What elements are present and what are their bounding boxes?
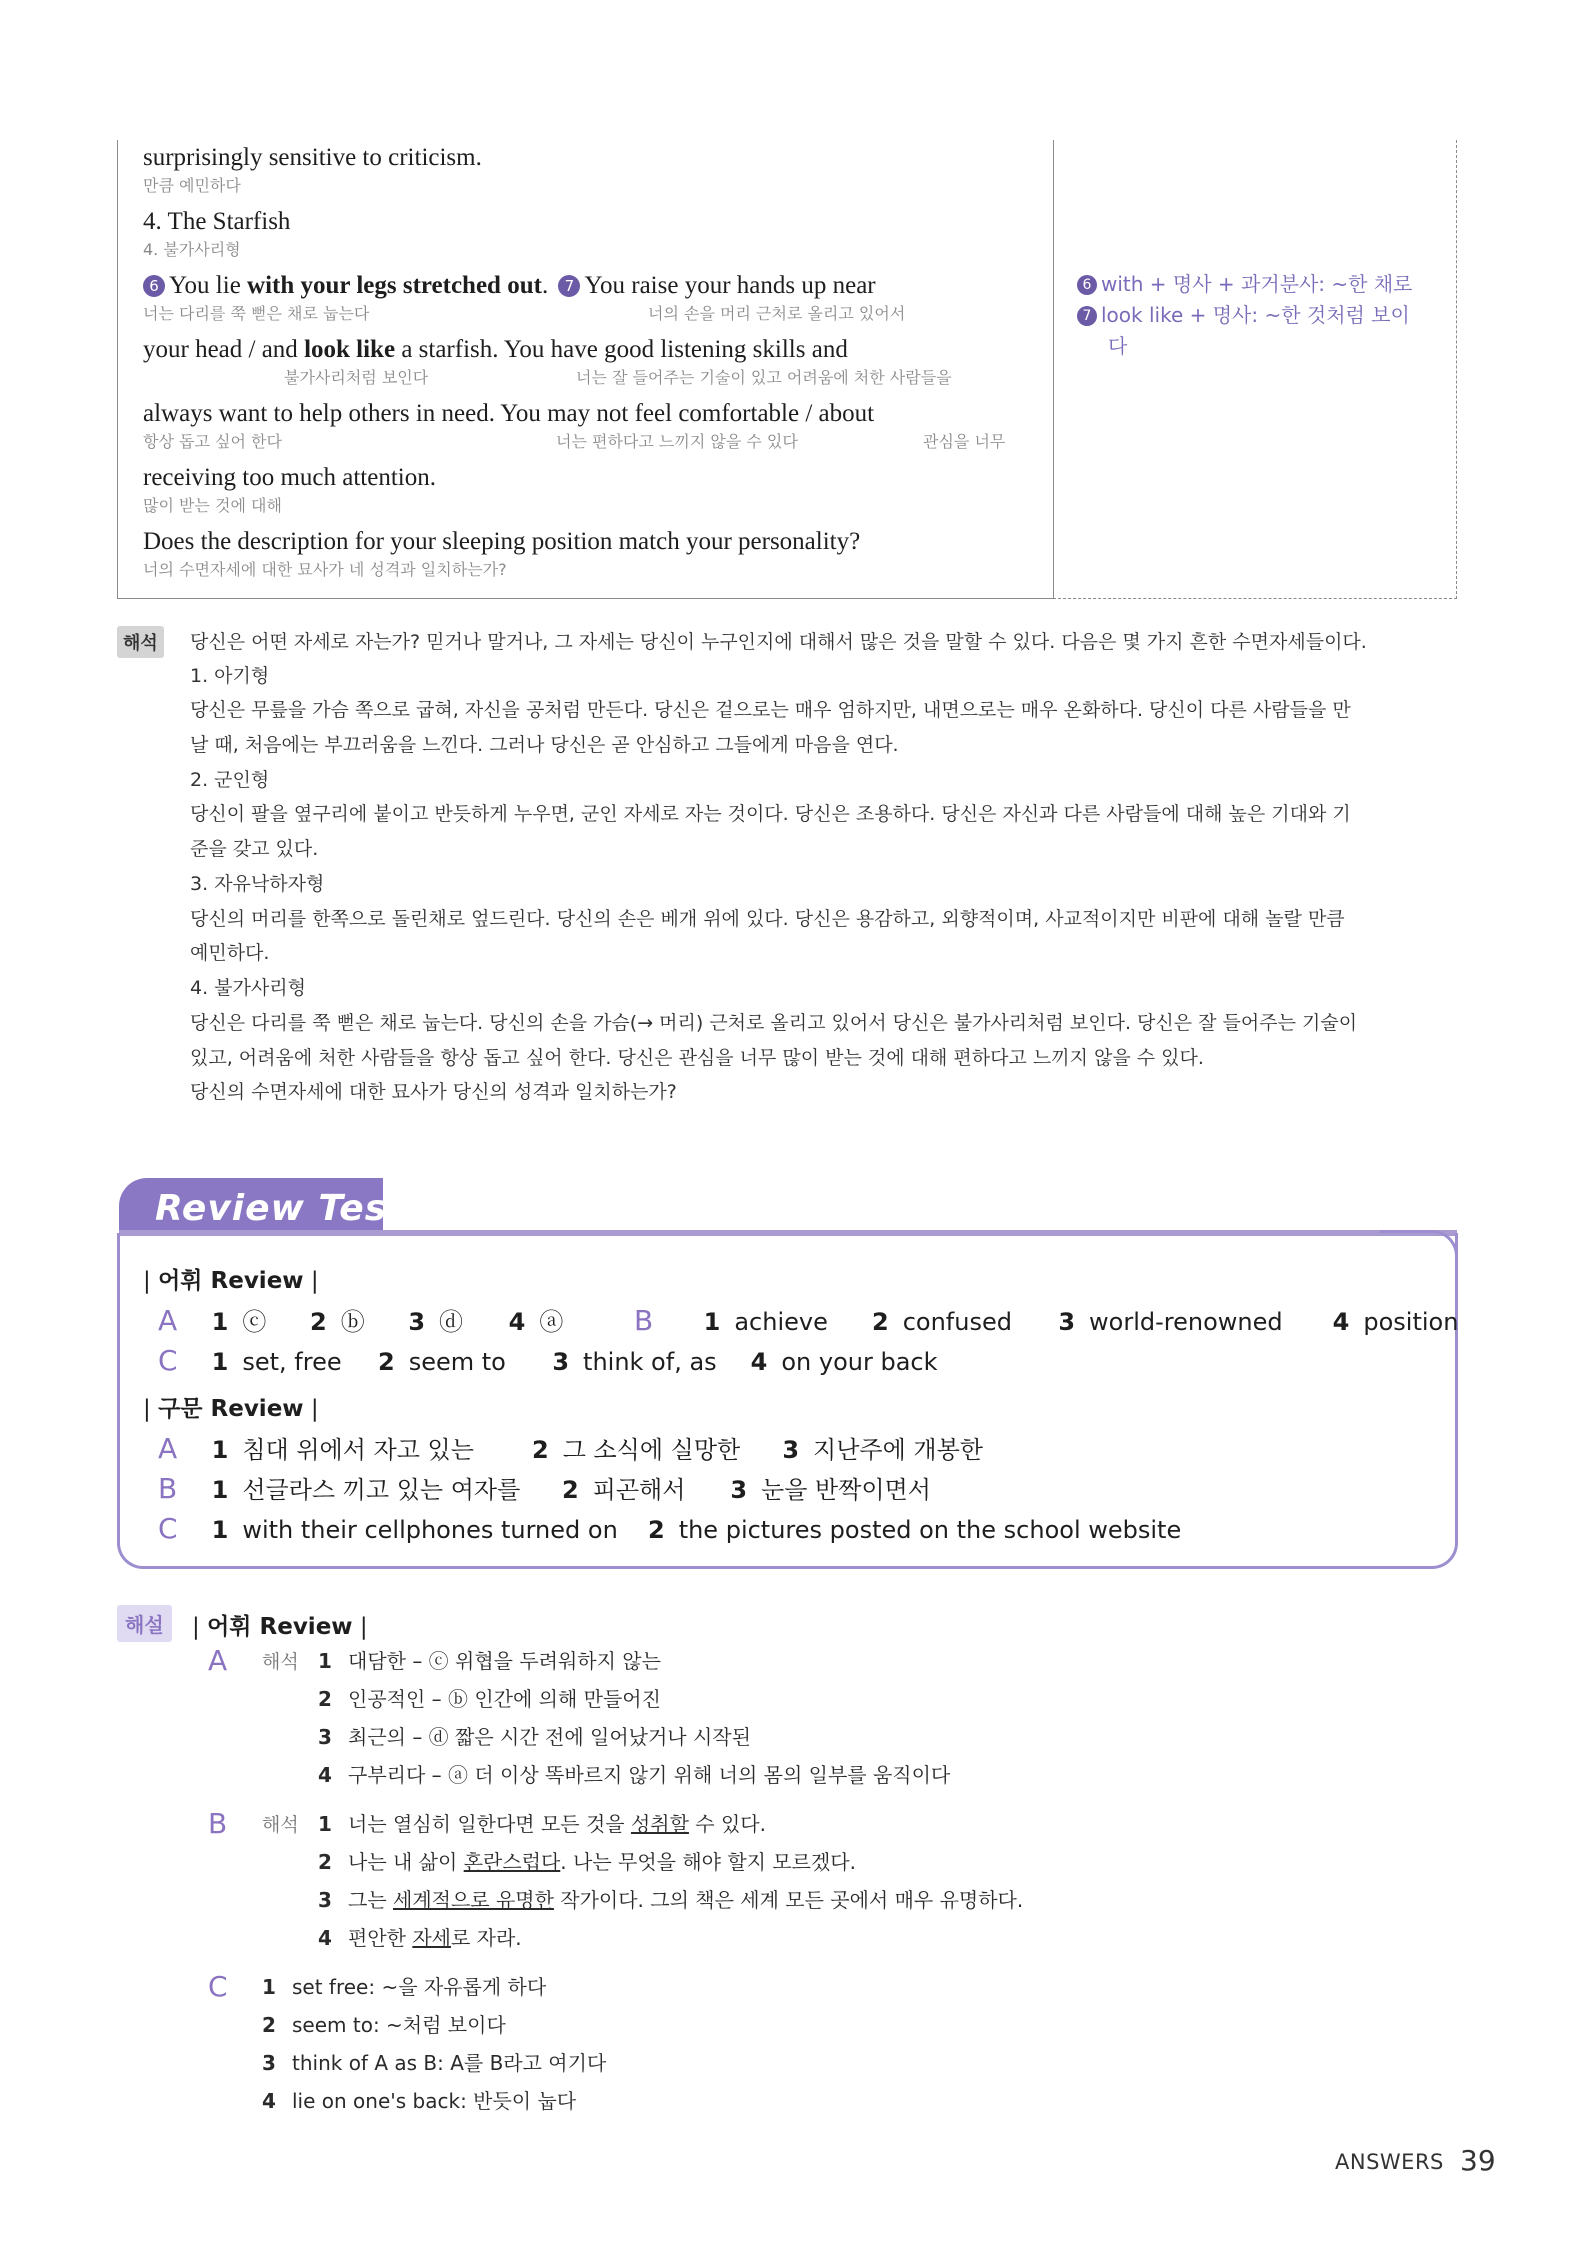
bar: | bbox=[352, 1614, 368, 1640]
explanation-C-2 bbox=[262, 2013, 506, 2037]
item-number: 1 bbox=[318, 1812, 332, 1836]
interpretation-label: 해석 bbox=[262, 1651, 299, 1673]
item-answer: ⓒ bbox=[242, 1308, 267, 1336]
passage-en: surprisingly sensitive to criticism. bbox=[143, 144, 482, 171]
heading-text: 구문 Review bbox=[158, 1396, 304, 1422]
explanation-B-1 bbox=[262, 1812, 766, 1837]
explanation-A-4 bbox=[318, 1763, 950, 1787]
item-answer: 그 소식에 실망한 bbox=[562, 1436, 741, 1464]
translation-line: 4. 불가사리형 bbox=[190, 977, 306, 999]
passage-ko: 많이 받는 것에 대해 bbox=[143, 496, 282, 515]
item-number: 2 bbox=[377, 1348, 395, 1376]
translation-line: 당신은 무릎을 가슴 쪽으로 굽혀, 자신을 공처럼 만든다. 당신은 겉으로는 매우 엄하지만, 내면으로는 매우 온화하다. 당신이 다른 사람들을 만 bbox=[190, 699, 1351, 721]
item-number: 1 bbox=[318, 1649, 332, 1673]
number-7-badge: 7 bbox=[1077, 306, 1097, 326]
item-number: 3 bbox=[318, 1725, 332, 1749]
vocab-row-B bbox=[634, 1306, 1458, 1337]
text: You raise your hands up near bbox=[584, 272, 876, 299]
translation-line: 2. 군인형 bbox=[190, 769, 270, 791]
passage-line-7 bbox=[143, 527, 861, 579]
passage-ko: 항상 돕고 싶어 한다 bbox=[143, 432, 282, 451]
translation-line: 당신은 어떤 자세로 자는가? 믿거나 말거나, 그 자세는 당신이 누구인지에 대해서 많은 것을 말할 수 있다. 다음은 몇 가지 흔한 수면자세들이다. bbox=[190, 631, 1367, 653]
row-letter: A bbox=[158, 1432, 178, 1465]
explanation-B-4 bbox=[318, 1926, 522, 1950]
item-number: 2 bbox=[647, 1516, 665, 1544]
review-test-title: Review Test bbox=[155, 1188, 406, 1229]
item-number: 3 bbox=[262, 2051, 276, 2075]
passage-line-1 bbox=[143, 143, 482, 195]
text: . bbox=[541, 272, 549, 299]
item-answer: with their cellphones turned on bbox=[242, 1516, 618, 1544]
item-answer: ⓓ bbox=[439, 1308, 464, 1336]
passage-ko: 너는 다리를 쭉 뻗은 채로 눕는다 bbox=[143, 304, 370, 323]
item-number: 1 bbox=[262, 1975, 276, 1999]
explanation-C-1 bbox=[262, 1975, 546, 1999]
passage-line-3 bbox=[143, 271, 906, 323]
bar: | bbox=[303, 1268, 319, 1294]
underlined-word: 자세 bbox=[412, 1926, 451, 1950]
item-text: set free: ~을 자유롭게 하다 bbox=[292, 1975, 547, 1999]
item-number: 1 bbox=[211, 1308, 229, 1336]
item-number: 4 bbox=[750, 1348, 768, 1376]
explanation-letter-B: B bbox=[208, 1807, 228, 1840]
bar: | bbox=[143, 1268, 159, 1294]
item-answer: ⓑ bbox=[340, 1308, 365, 1336]
item-number: 1 bbox=[211, 1436, 229, 1464]
item-number: 3 bbox=[730, 1476, 748, 1504]
bold-phrase: with your legs stretched out bbox=[247, 272, 542, 299]
passage-en: always want to help others in need. You may not feel comfortable / about bbox=[143, 400, 875, 427]
translation-line: 예민하다. bbox=[190, 942, 270, 964]
explanation-A-1 bbox=[262, 1649, 661, 1674]
item-number: 1 bbox=[211, 1476, 229, 1504]
item-number: 3 bbox=[1058, 1308, 1076, 1336]
item-text: . 나는 무엇을 해야 할지 모르겠다. bbox=[560, 1850, 856, 1874]
underlined-word: 혼란스럽다 bbox=[463, 1850, 561, 1874]
passage-ko: 관심을 너무 bbox=[923, 432, 1006, 451]
translation-line: 당신의 머리를 한쪽으로 돌린채로 엎드린다. 당신의 손은 베개 위에 있다. 당신은 용감하고, 외향적이며, 사교적이지만 비판에 대해 놀랄 만큼 bbox=[190, 908, 1345, 930]
explanation-B-2 bbox=[318, 1850, 856, 1874]
item-answer: achieve bbox=[734, 1308, 828, 1336]
row-letter: C bbox=[158, 1344, 178, 1377]
passage-ko: 만큼 예민하다 bbox=[143, 176, 241, 195]
row-letter: C bbox=[158, 1512, 178, 1545]
note-text: 다 bbox=[1108, 334, 1128, 358]
passage-ko: 불가사리처럼 보인다 bbox=[284, 368, 429, 387]
item-answer: 침대 위에서 자고 있는 bbox=[242, 1436, 474, 1464]
explanation-A-3 bbox=[318, 1725, 751, 1749]
item-answer: ⓐ bbox=[539, 1308, 564, 1336]
item-answer: 지난주에 개봉한 bbox=[813, 1436, 983, 1464]
item-answer: world-renowned bbox=[1089, 1308, 1283, 1336]
translation-line: 당신의 수면자세에 대한 묘사가 당신의 성격과 일치하는가? bbox=[190, 1081, 677, 1103]
row-letter: A bbox=[158, 1304, 178, 1337]
passage-ko: 너의 손을 머리 근처로 올리고 있어서 bbox=[648, 304, 906, 323]
item-number: 1 bbox=[211, 1516, 229, 1544]
item-answer: on your back bbox=[781, 1348, 938, 1376]
item-number: 2 bbox=[309, 1308, 327, 1336]
passage-line-4 bbox=[143, 335, 952, 387]
passage-line-2 bbox=[143, 207, 291, 259]
explanation-letter-C: C bbox=[208, 1970, 228, 2003]
item-number: 2 bbox=[318, 1687, 332, 1711]
passage-en: Does the description for your sleeping position match your personality? bbox=[143, 528, 861, 555]
item-answer: think of, as bbox=[583, 1348, 717, 1376]
explanation-C-4 bbox=[262, 2089, 576, 2113]
item-text: seem to: ~처럼 보이다 bbox=[292, 2013, 506, 2037]
note-text: look like + 명사: ~한 것처럼 보이 bbox=[1101, 303, 1410, 327]
footer-section-label: ANSWERS bbox=[1335, 2150, 1444, 2174]
item-number: 2 bbox=[262, 2013, 276, 2037]
item-text: 구부리다 – ⓐ 더 이상 똑바르지 않기 위해 너의 몸의 일부를 움직이다 bbox=[348, 1763, 951, 1787]
grammar-note-6 bbox=[1077, 268, 1412, 300]
item-number: 3 bbox=[318, 1888, 332, 1912]
item-number: 2 bbox=[561, 1476, 579, 1504]
item-text: 로 자라. bbox=[450, 1926, 522, 1950]
translation-line: 있고, 어려움에 처한 사람들을 항상 돕고 싶어 한다. 당신은 관심을 너무 많이 받는 것에 대해 편하다고 느끼지 않을 수 있다. bbox=[190, 1047, 1204, 1069]
translation-line: 당신이 팔을 옆구리에 붙이고 반듯하게 누우면, 군인 자세로 자는 것이다. 당신은 조용하다. 당신은 자신과 다른 사람들에 대해 높은 기대와 기 bbox=[190, 803, 1351, 825]
review-test-box-corner bbox=[1380, 1230, 1458, 1273]
explanation-A-2 bbox=[318, 1687, 661, 1711]
passage-en bbox=[143, 271, 876, 301]
item-text: 편안한 bbox=[348, 1926, 413, 1950]
item-answer: 피곤해서 bbox=[592, 1476, 686, 1504]
item-number: 1 bbox=[211, 1348, 229, 1376]
item-number: 4 bbox=[318, 1926, 332, 1950]
item-answer: confused bbox=[902, 1308, 1012, 1336]
heading-text: 어휘 Review bbox=[207, 1614, 353, 1640]
passage-line-5 bbox=[143, 399, 1006, 451]
item-number: 2 bbox=[531, 1436, 549, 1464]
passage-ko: 너는 잘 들어주는 기술이 있고 어려움에 처한 사람들을 bbox=[576, 368, 952, 387]
vocab-row-C bbox=[158, 1346, 938, 1377]
item-number: 4 bbox=[1332, 1308, 1350, 1336]
notes-box bbox=[1053, 140, 1457, 599]
page-number: 39 bbox=[1460, 2144, 1496, 2177]
item-number: 3 bbox=[408, 1308, 426, 1336]
item-answer: the pictures posted on the school website bbox=[678, 1516, 1182, 1544]
item-text: 작가이다. 그의 책은 세계 모든 곳에서 매우 유명하다. bbox=[553, 1888, 1024, 1912]
bar: | bbox=[192, 1614, 208, 1640]
interpretation-label: 해석 bbox=[262, 1814, 299, 1836]
vocab-row-A bbox=[158, 1306, 599, 1337]
explanation-letter-A: A bbox=[208, 1644, 228, 1677]
number-6-badge: 6 bbox=[1077, 275, 1097, 295]
item-number: 2 bbox=[318, 1850, 332, 1874]
explanation-C-3 bbox=[262, 2051, 606, 2075]
item-answer: set, free bbox=[242, 1348, 342, 1376]
passage-en bbox=[143, 335, 848, 365]
translation-tag: 해석 bbox=[117, 626, 164, 658]
bar: | bbox=[303, 1396, 319, 1422]
item-text: think of A as B: A를 B라고 여기다 bbox=[292, 2051, 607, 2075]
item-number: 1 bbox=[703, 1308, 721, 1336]
item-number: 3 bbox=[782, 1436, 800, 1464]
bold-phrase: look like bbox=[304, 336, 396, 363]
item-number: 2 bbox=[871, 1308, 889, 1336]
explanation-tag: 해설 bbox=[117, 1605, 172, 1642]
item-number: 4 bbox=[318, 1763, 332, 1787]
item-text: 그는 bbox=[348, 1888, 393, 1912]
note-text: with + 명사 + 과거분사: ~한 채로 bbox=[1101, 272, 1413, 296]
text: your head / and bbox=[143, 336, 305, 363]
syntax-review-heading bbox=[143, 1390, 319, 1423]
grammar-note-7 bbox=[1077, 299, 1410, 331]
row-letter: B bbox=[158, 1472, 178, 1505]
syntax-row-A bbox=[158, 1434, 983, 1465]
bar: | bbox=[143, 1396, 159, 1422]
item-number: 4 bbox=[508, 1308, 526, 1336]
passage-line-6 bbox=[143, 463, 436, 515]
item-answer: position bbox=[1363, 1308, 1459, 1336]
item-text: 나는 내 삶이 bbox=[348, 1850, 464, 1874]
passage-ko: 4. 불가사리형 bbox=[143, 240, 241, 259]
passage-en: 4. The Starfish bbox=[143, 208, 291, 235]
translation-line: 3. 자유낙하자형 bbox=[190, 873, 325, 895]
item-text: 최근의 – ⓓ 짧은 시간 전에 일어났거나 시작된 bbox=[348, 1725, 751, 1749]
translation-line: 당신은 다리를 쭉 뻗은 채로 눕는다. 당신의 손을 가슴(→ 머리) 근처로 올리고 있어서 당신은 불가사리처럼 보인다. 당신은 잘 들어주는 기술이 bbox=[190, 1012, 1358, 1034]
text: a starfish. You have good listening skills and bbox=[395, 336, 848, 363]
vocab-review-heading bbox=[143, 1262, 319, 1295]
syntax-row-C bbox=[158, 1514, 1181, 1545]
item-text: 너는 열심히 일한다면 모든 것을 bbox=[348, 1812, 631, 1836]
text: You lie bbox=[169, 272, 248, 299]
item-text: 대담한 – ⓒ 위협을 두려워하지 않는 bbox=[348, 1649, 661, 1673]
item-number: 4 bbox=[262, 2089, 276, 2113]
item-answer: 눈을 반짝이면서 bbox=[761, 1476, 931, 1504]
explanation-heading bbox=[192, 1608, 368, 1641]
item-answer: 선글라스 끼고 있는 여자를 bbox=[242, 1476, 521, 1504]
item-text: 인공적인 – ⓑ 인간에 의해 만들어진 bbox=[348, 1687, 661, 1711]
translation-line: 날 때, 처음에는 부끄러움을 느낀다. 그러나 당신은 곧 안심하고 그들에게 마음을 연다. bbox=[190, 734, 899, 756]
item-answer: seem to bbox=[408, 1348, 506, 1376]
item-number: 3 bbox=[552, 1348, 570, 1376]
heading-text: 어휘 Review bbox=[158, 1268, 304, 1294]
passage-ko: 너의 수면자세에 대한 묘사가 네 성격과 일치하는가? bbox=[143, 560, 507, 579]
passage-ko: 너는 편하다고 느끼지 않을 수 있다 bbox=[556, 432, 798, 451]
translation-line: 준을 갖고 있다. bbox=[190, 838, 319, 860]
row-letter: B bbox=[634, 1304, 654, 1337]
item-text: lie on one's back: 반듯이 눕다 bbox=[292, 2089, 577, 2113]
syntax-row-B bbox=[158, 1474, 931, 1505]
number-6-badge: 6 bbox=[143, 275, 165, 297]
underlined-word: 성취할 bbox=[630, 1812, 689, 1836]
passage-en: receiving too much attention. bbox=[143, 464, 436, 491]
number-7-badge: 7 bbox=[558, 275, 580, 297]
item-text: 수 있다. bbox=[688, 1812, 766, 1836]
explanation-B-3 bbox=[318, 1888, 1023, 1912]
translation-line: 1. 아기형 bbox=[190, 665, 270, 687]
underlined-word: 세계적으로 유명한 bbox=[393, 1888, 554, 1912]
